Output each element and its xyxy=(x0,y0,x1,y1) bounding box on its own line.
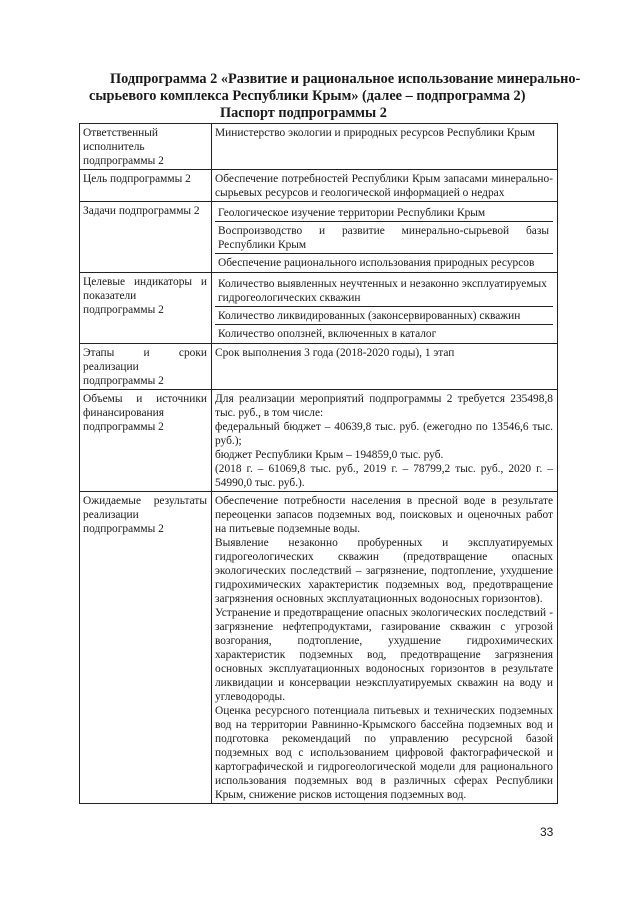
row-value: Обеспечение потребностей Республики Крым запасами минерально-сырьевых ресурсов и геологической информацией о недрах xyxy=(212,170,558,202)
funding-federal: федеральный бюджет – 40639,8 тыс. руб. (ежегодно по 13546,6 тыс. руб.); xyxy=(215,421,553,447)
task-item: Геологическое изучение территории Республики Крым xyxy=(215,204,553,222)
result-paragraph: Оценка ресурсного потенциала питьевых и технических подземных вод на территории Равнинно-Крымского бассейна подземных вод и подготовка рекомендаций по управлению ресурсной базой подземных вод с использованием цифровой фактографической и картографической и гидрогеологической модели для рационального использования подземных вод в различных сферах Республики Крым, снижение рисков истощения подземных вод. xyxy=(215,705,553,801)
row-label: Ответственный исполнитель подпрограммы 2 xyxy=(80,124,212,170)
table-row-stages xyxy=(80,344,558,390)
row-label: Цель подпрограммы 2 xyxy=(80,170,212,202)
row-value: Срок выполнения 3 года (2018-2020 годы), 1 этап xyxy=(212,344,558,390)
row-label: Этапы и сроки реализации подпрограммы 2 xyxy=(80,344,212,390)
table-row-results xyxy=(80,492,558,804)
passport-title: Паспорт подпрограммы 2 xyxy=(220,105,387,121)
result-paragraph: Обеспечение потребности населения в пресной воде в результате переоценки запасов подземных вод, поисковых и оценочных работ на питьевые подземные воды. xyxy=(215,495,553,535)
indicator-item: Количество ликвидированных (законсервированных) скважин xyxy=(215,307,553,325)
table-row-tasks xyxy=(80,202,558,273)
subprogram-title-line1: Подпрограмма 2 «Развитие и рациональное использование минерально- xyxy=(110,71,581,87)
row-label: Объемы и источники финансирования подпрограммы 2 xyxy=(80,390,212,492)
row-label: Задачи подпрограммы 2 xyxy=(80,202,212,273)
funding-by-year: (2018 г. – 61069,8 тыс. руб., 2019 г. – 78799,2 тыс. руб., 2020 г. – 54990,0 тыс. руб.). xyxy=(215,463,553,489)
result-paragraph: Устранение и предотвращение опасных экологических последствий - загрязнение нефтепродуктами, газирование скважин с угрозой возгорания, подтопление, ухудшение гидрохимических характеристик подземных вод, предотвращение загрязнения основных эксплуатационных водоносных горизонтов в результате ликвидации и консервации неэксплуатируемых скважин на воду и углеводороды. xyxy=(215,607,553,703)
funding-regional: бюджет Республики Крым – 194859,0 тыс. руб. xyxy=(215,449,444,461)
document-heading xyxy=(80,71,580,122)
row-value xyxy=(212,202,558,273)
indicator-item: Количество оползней, включенных в каталог xyxy=(218,328,437,340)
task-item: Обеспечение рационального использования природных ресурсов xyxy=(218,257,535,269)
table-row-executor xyxy=(80,124,558,170)
row-label: Ожидаемые результаты реализации подпрограммы 2 xyxy=(80,492,212,804)
row-value: Министерство экологии и природных ресурсов Республики Крым xyxy=(212,124,558,170)
table-row-indicators xyxy=(80,273,558,344)
row-value xyxy=(212,492,558,804)
result-paragraph: Выявление незаконно пробуренных и эксплуатируемых гидрогеологических скважин (предотвращение опасных экологических последствий – загрязнение, подтопление, ухудшение гидрохимических характеристик подземных вод, предотвращение загрязнения основных эксплуатационных водоносных горизонтов). xyxy=(215,537,553,605)
row-label: Целевые индикаторы и показатели подпрограммы 2 xyxy=(80,273,212,344)
funding-total: Для реализации мероприятий подпрограммы 2 требуется 235498,8 тыс. руб., в том числе: xyxy=(215,393,553,419)
row-value xyxy=(212,273,558,344)
indicator-item: Количество выявленных неучтенных и незаконно эксплуатируемых гидрогеологических скважин xyxy=(215,275,553,307)
table-row-goal xyxy=(80,170,558,202)
subprogram-title-line2: сырьевого комплекса Республики Крым» (далее – подпрограмма 2) xyxy=(89,88,526,104)
task-item: Воспроизводство и развитие минерально-сырьевой базы Республики Крым xyxy=(215,222,553,254)
row-value xyxy=(212,390,558,492)
passport-table xyxy=(79,123,558,804)
table-row-funding xyxy=(80,390,558,492)
page-number: 33 xyxy=(540,825,554,839)
